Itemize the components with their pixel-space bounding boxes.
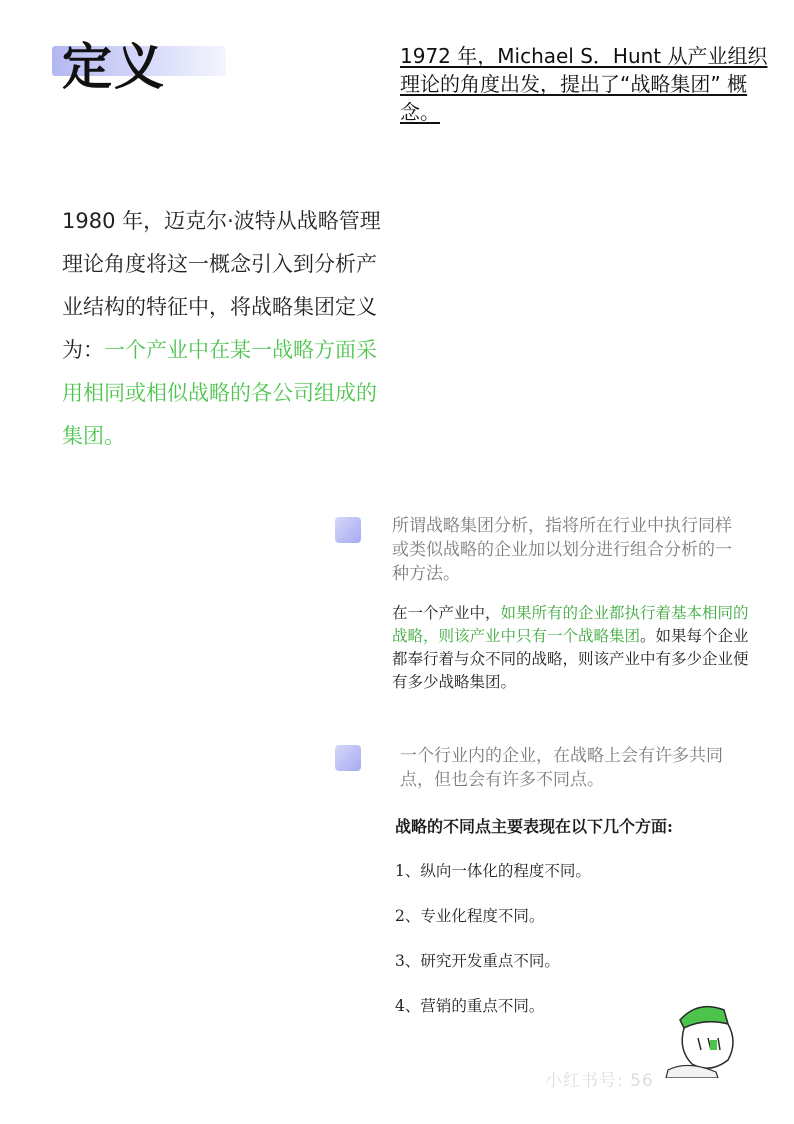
definition-lead: 1980 年，迈克尔·波特从战略管理理论角度将这一概念引入到分析产业结构的特征中，将战略集团定义为：: [62, 209, 381, 362]
difference-item: 4、营销的重点不同。: [395, 997, 545, 1015]
intro-text: 1972 年，Michael S．Hunt 从产业组织理论的角度出发，提出了“战略集团” 概念。: [400, 44, 768, 124]
definition-paragraph: [62, 200, 392, 458]
analysis-detail-tail: 。如果每个企业都奉行着与众不同的战略，则该产业中有多少企业便有多少战略集团。: [392, 627, 749, 691]
analysis-detail: [392, 602, 762, 694]
analysis-summary: 所谓战略集团分析，指将所在行业中执行同样或类似战略的企业加以划分进行组合分析的一种方法。: [392, 516, 732, 584]
bullet-marker-differences: [335, 745, 361, 771]
analysis-detail-lead: 在一个产业中，: [392, 604, 501, 622]
differences-summary: 一个行业内的企业，在战略上会有许多共同点，但也会有许多不同点。: [400, 746, 723, 790]
analysis-detail-highlight: 如果所有的企业都执行着基本相同的战略，则该产业中只有一个战略集团: [392, 604, 749, 645]
differences-heading: 战略的不同点主要表现在以下几个方面:: [395, 817, 673, 836]
bullet-marker-analysis: [335, 517, 361, 543]
difference-item: 2、专业化程度不同。: [395, 907, 545, 925]
mascot-illustration-icon: [658, 998, 753, 1078]
watermark-text: 小红书号: 56: [545, 1071, 654, 1091]
difference-item: 1、纵向一体化的程度不同。: [395, 862, 591, 880]
definition-highlight: 一个产业中在某一战略方面采用相同或相似战略的各公司组成的集团。: [62, 338, 377, 448]
difference-item: 3、研究开发重点不同。: [395, 952, 560, 970]
page-title: 定义: [62, 37, 166, 96]
